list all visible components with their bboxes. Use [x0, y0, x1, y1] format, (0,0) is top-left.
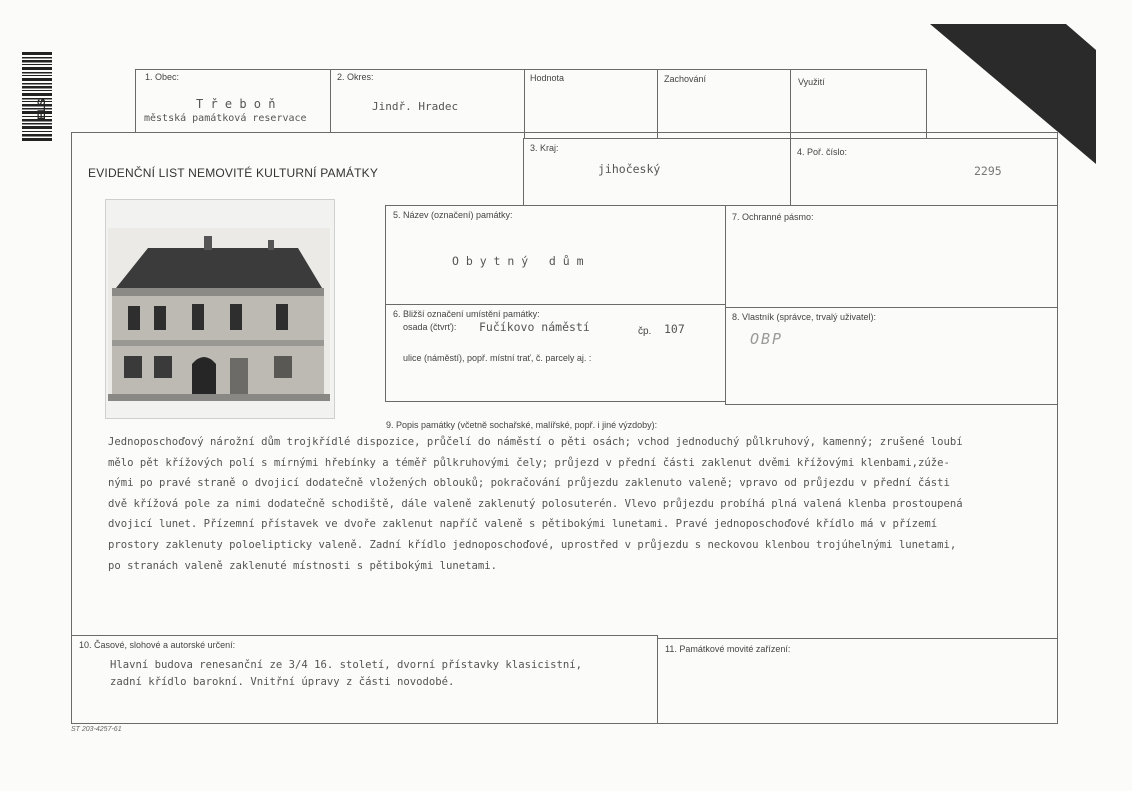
popis-label: 9. Popis památky (včetně sochařské, malířské, popř. i jiné výzdoby): [386, 420, 658, 430]
popis-line: mělo pět křížových polí s mírnými hřebínky a téměř půlkruhovými čely; průjezd v přední části zaklenut dvěmi křížovými klenbami,zúže- [108, 456, 950, 469]
barcode-label: ELS [36, 98, 48, 120]
popis-line: dvojicí lunet. Přízemní přístavek ve dvoře zaklenut napříč valeně s pětibokými lunetami. Pravé jednoposchoďové křídlo má v přízemí [108, 518, 938, 531]
popis-text [108, 432, 1038, 576]
movite-zarizeni-label: 11. Památkové movité zařízení: [665, 644, 791, 654]
popis-line: po stranách valeně zaklenuté místnosti s pětibokými lunetami. [108, 559, 498, 572]
okres-label: 2. Okres: [337, 72, 374, 82]
kraj-label: 3. Kraj: [530, 143, 559, 153]
form-title: EVIDENČNÍ LIST NEMOVITÉ KULTURNÍ PAMÁTKY [88, 166, 379, 180]
osada-value: Fučíkovo náměstí [479, 320, 590, 334]
por-cislo-label: 4. Poř. číslo: [797, 147, 848, 157]
footer-code: ST 203-4257-61 [71, 726, 122, 733]
casove-urceni-label: 10. Časové, slohové a autorské určení: [79, 640, 236, 650]
vlastnik-value: OBP [750, 330, 784, 348]
por-cislo-value: 2295 [974, 164, 1002, 178]
okres-value: Jindř. Hradec [372, 100, 459, 113]
cp-value: 107 [664, 322, 685, 336]
popis-line: nými po pravé straně o dvojicí dodatečně vložených oblouků; pokračování průjezdu zaklenuto valeně; vpravo od průjezdu v přední části [108, 477, 950, 490]
kraj-value: jihočeský [598, 162, 661, 176]
vlastnik-label: 8. Vlastník (správce, trvalý uživatel): [732, 312, 877, 322]
barcode [22, 52, 62, 142]
popis-line: prostory zaklenuty poloelipticky valeně. Zadní křídlo jednoposchoďové, uprostřed v průjezdu s neckovou klenbou trojúhelnými lunetami, [108, 538, 957, 551]
ochranne-pasmo-label: 7. Ochranné pásmo: [732, 212, 814, 222]
building-photo [108, 228, 330, 401]
nazev-value: O b y t n ý d ů m [452, 254, 584, 268]
casove-urceni-line: Hlavní budova renesanční ze 3/4 16. století, dvorní přístavky klasicistní, [110, 659, 582, 671]
cp-label: čp. [638, 326, 652, 337]
popis-line: Jednoposchoďový nárožní dům trojkřídlé dispozice, průčelí do náměstí o pěti osách; vchod jednoduchý půlkruhový, kamenný; zrušené loubí [108, 436, 963, 448]
umisteni-label: 6. Bližší označení umístění památky: [393, 309, 540, 319]
ulice-label: ulice (náměstí), popř. místní trať, č. parcely aj. : [403, 353, 592, 363]
osada-label: osada (čtvrť): [403, 322, 457, 332]
obec-label: 1. Obec: [145, 72, 180, 82]
obec-subvalue: městská památková reservace [144, 113, 307, 124]
nazev-label: 5. Název (označení) památky: [393, 210, 513, 220]
obec-value: T ř e b o ň [196, 97, 276, 111]
popis-line: dvě křížová pole za nimi dodatečně schodiště, dále valeně zaklenutý polosuterén. Vlevo průjezdu probíhá plná valená klenba prostoupená [108, 497, 963, 510]
zachovani-label: Zachování [664, 74, 707, 84]
vyuziti-label: Využití [798, 77, 825, 87]
casove-urceni-line: zadní křídlo barokní. Vnitřní úpravy z části novodobé. [110, 676, 455, 688]
hodnota-label: Hodnota [530, 73, 565, 83]
